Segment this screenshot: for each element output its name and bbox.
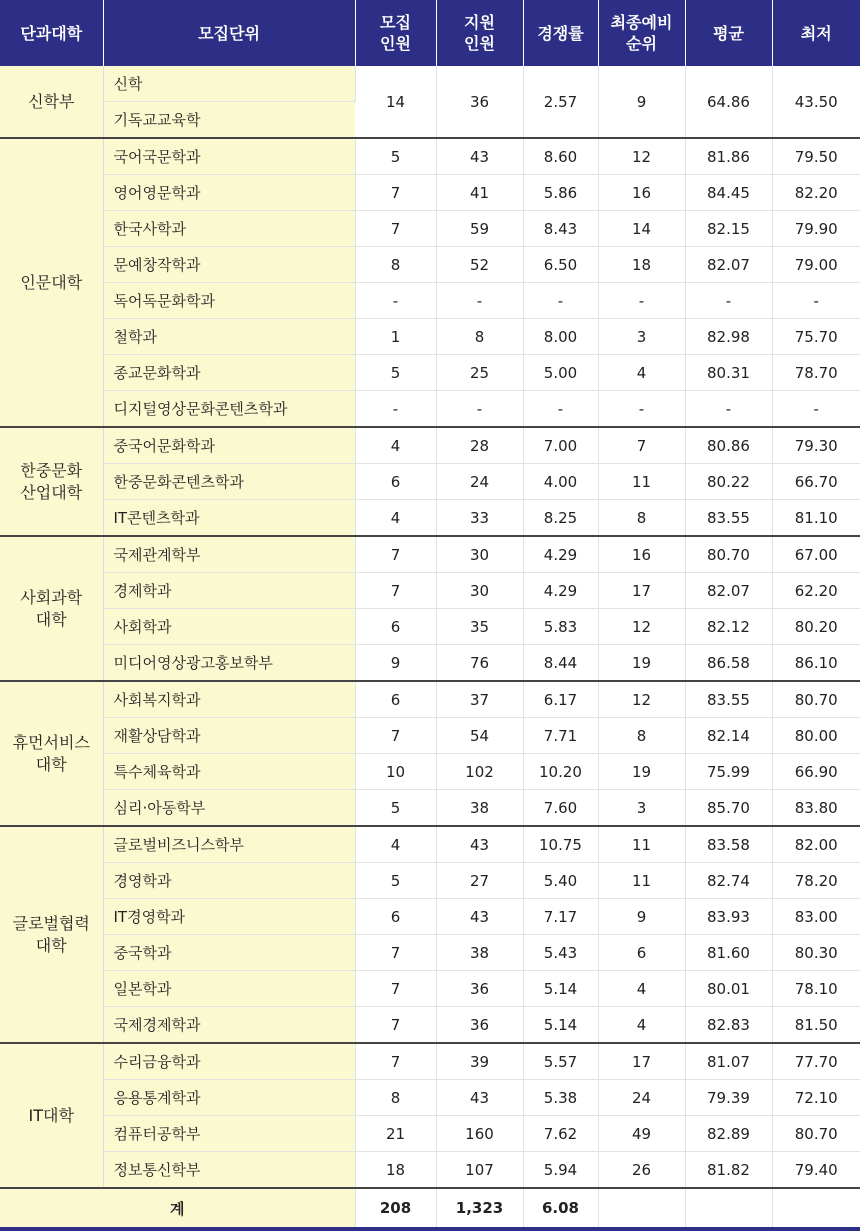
rank-cell: 14 [598, 211, 685, 247]
rank-cell: 6 [598, 935, 685, 971]
minimum-cell: 66.70 [772, 464, 860, 500]
quota-cell: 14 [355, 66, 436, 138]
college-name: 대학 [35, 609, 67, 629]
total-average-cell [685, 1188, 772, 1229]
applicants-cell: 25 [436, 355, 523, 391]
header-label-line1: 평균 [713, 23, 744, 43]
minimum-cell: 82.00 [772, 826, 860, 863]
college-name-cell [0, 138, 103, 427]
average-cell: 83.55 [685, 500, 772, 537]
department-cell: 독어독문화학과 [103, 283, 355, 319]
header-label-line1: 경쟁률 [537, 23, 584, 43]
applicants-cell: 30 [436, 573, 523, 609]
college-name: 휴먼서비스 [12, 732, 90, 752]
minimum-cell: 83.80 [772, 790, 860, 827]
quota-cell: 6 [355, 681, 436, 718]
minimum-cell: - [772, 283, 860, 319]
average-cell: 86.58 [685, 645, 772, 682]
department-cell: 정보통신학부 [103, 1152, 355, 1189]
ratio-cell: 8.00 [523, 319, 598, 355]
rank-cell: 16 [598, 536, 685, 573]
table-row [0, 826, 860, 863]
rank-cell: 8 [598, 718, 685, 754]
rank-cell: 26 [598, 1152, 685, 1189]
department-cell: 철학과 [103, 319, 355, 355]
header-final-waitlist-rank [598, 0, 685, 66]
ratio-cell: 5.40 [523, 863, 598, 899]
minimum-cell: 66.90 [772, 754, 860, 790]
average-cell: 85.70 [685, 790, 772, 827]
quota-cell: 7 [355, 175, 436, 211]
department-cell: 국어국문학과 [103, 138, 355, 175]
table-row [0, 609, 860, 645]
table-row [0, 1043, 860, 1080]
header-row [0, 0, 860, 66]
ratio-cell: 5.38 [523, 1080, 598, 1116]
total-ratio-cell: 6.08 [523, 1188, 598, 1229]
ratio-cell: 7.62 [523, 1116, 598, 1152]
ratio-cell: 10.75 [523, 826, 598, 863]
minimum-cell: 75.70 [772, 319, 860, 355]
minimum-cell: 79.50 [772, 138, 860, 175]
header-minimum-score [772, 0, 860, 66]
department-cell: 경제학과 [103, 573, 355, 609]
quota-cell: 7 [355, 935, 436, 971]
table-row [0, 319, 860, 355]
table-body [0, 66, 860, 1229]
rank-cell: 9 [598, 66, 685, 138]
average-cell: 82.14 [685, 718, 772, 754]
average-cell: 82.83 [685, 1007, 772, 1044]
ratio-cell: 7.60 [523, 790, 598, 827]
table-row [0, 1007, 860, 1044]
table-row [0, 899, 860, 935]
minimum-cell: 67.00 [772, 536, 860, 573]
minimum-cell: 77.70 [772, 1043, 860, 1080]
department-cell: 글로벌비즈니스학부 [103, 826, 355, 863]
minimum-cell: 78.20 [772, 863, 860, 899]
department-cell: 경영학과 [103, 863, 355, 899]
applicants-cell: 28 [436, 427, 523, 464]
college-name-cell [0, 681, 103, 826]
quota-cell: - [355, 283, 436, 319]
ratio-cell: 5.57 [523, 1043, 598, 1080]
minimum-cell: 80.00 [772, 718, 860, 754]
quota-cell: 21 [355, 1116, 436, 1152]
rank-cell: 17 [598, 573, 685, 609]
minimum-cell: - [772, 391, 860, 428]
table-row [0, 536, 860, 573]
quota-cell: - [355, 391, 436, 428]
department-cell: 국제경제학과 [103, 1007, 355, 1044]
rank-cell: 4 [598, 1007, 685, 1044]
table-row [0, 355, 860, 391]
applicants-cell: 8 [436, 319, 523, 355]
applicants-cell: 24 [436, 464, 523, 500]
department-cell: 한중문화콘텐츠학과 [103, 464, 355, 500]
ratio-cell: 5.86 [523, 175, 598, 211]
quota-cell: 8 [355, 1080, 436, 1116]
average-cell: 81.82 [685, 1152, 772, 1189]
rank-cell: 11 [598, 464, 685, 500]
minimum-cell: 43.50 [772, 66, 860, 138]
table-row [0, 790, 860, 827]
applicants-cell: 52 [436, 247, 523, 283]
total-applicants-cell: 1,323 [436, 1188, 523, 1229]
applicants-cell: 36 [436, 1007, 523, 1044]
rank-cell: - [598, 391, 685, 428]
college-name-cell [0, 826, 103, 1043]
quota-cell: 7 [355, 718, 436, 754]
rank-cell: 4 [598, 971, 685, 1007]
header-label-line2: 인원 [380, 34, 411, 53]
department-cell: 사회복지학과 [103, 681, 355, 718]
quota-cell: 6 [355, 899, 436, 935]
department-cell: 영어영문학과 [103, 175, 355, 211]
table-row [0, 573, 860, 609]
college-name: 대학 [35, 935, 67, 955]
average-cell: 64.86 [685, 66, 772, 138]
applicants-cell: 41 [436, 175, 523, 211]
total-minimum-cell [772, 1188, 860, 1229]
applicants-cell: 107 [436, 1152, 523, 1189]
department-cell: 중국학과 [103, 935, 355, 971]
department-cell: IT경영학과 [103, 899, 355, 935]
ratio-cell: 5.14 [523, 1007, 598, 1044]
rank-cell: 49 [598, 1116, 685, 1152]
department-cell: 종교문화학과 [103, 355, 355, 391]
ratio-cell: 8.25 [523, 500, 598, 537]
average-cell: 83.93 [685, 899, 772, 935]
rank-cell: 18 [598, 247, 685, 283]
department-cell: 컴퓨터공학부 [103, 1116, 355, 1152]
applicants-cell: 33 [436, 500, 523, 537]
average-cell: 83.55 [685, 681, 772, 718]
department-cell: 재활상담학과 [103, 718, 355, 754]
quota-cell: 7 [355, 211, 436, 247]
applicants-cell: 35 [436, 609, 523, 645]
applicants-cell: - [436, 283, 523, 319]
college-name: 인문대학 [20, 272, 83, 292]
quota-cell: 10 [355, 754, 436, 790]
average-cell: 82.74 [685, 863, 772, 899]
header-quota [355, 0, 436, 66]
college-name: 신학부 [28, 91, 75, 111]
applicants-cell: 102 [436, 754, 523, 790]
ratio-cell: 7.71 [523, 718, 598, 754]
ratio-cell: 8.60 [523, 138, 598, 175]
header-label-line1: 지원 [464, 13, 495, 32]
average-cell: 83.58 [685, 826, 772, 863]
department-cell: 사회학과 [103, 609, 355, 645]
ratio-cell: 10.20 [523, 754, 598, 790]
header-college [0, 0, 103, 66]
average-cell: 80.01 [685, 971, 772, 1007]
ratio-cell: 5.94 [523, 1152, 598, 1189]
department-cell: 미디어영상광고홍보학부 [103, 645, 355, 682]
minimum-cell: 80.30 [772, 935, 860, 971]
college-name-cell [0, 66, 103, 138]
department-cell: IT콘텐츠학과 [103, 500, 355, 537]
quota-cell: 6 [355, 609, 436, 645]
rank-cell: 3 [598, 319, 685, 355]
college-name: 글로벌협력 [12, 913, 90, 933]
college-name: 산업대학 [20, 482, 83, 502]
average-cell: 82.98 [685, 319, 772, 355]
table-row [0, 247, 860, 283]
header-competition-ratio [523, 0, 598, 66]
ratio-cell: 6.50 [523, 247, 598, 283]
total-rank-cell [598, 1188, 685, 1229]
rank-cell: 12 [598, 681, 685, 718]
applicants-cell: 76 [436, 645, 523, 682]
applicants-cell: 59 [436, 211, 523, 247]
college-name: 사회과학 [20, 587, 83, 607]
table-row [0, 645, 860, 682]
department-cell: 문예창작학과 [103, 247, 355, 283]
college-name-cell [0, 427, 103, 536]
minimum-cell: 83.00 [772, 899, 860, 935]
table-row [0, 935, 860, 971]
quota-cell: 5 [355, 863, 436, 899]
minimum-cell: 79.40 [772, 1152, 860, 1189]
average-cell: 80.31 [685, 355, 772, 391]
department-cell: 기독교교육학 [103, 102, 355, 139]
rank-cell: 12 [598, 609, 685, 645]
quota-cell: 4 [355, 500, 436, 537]
total-row [0, 1188, 860, 1229]
quota-cell: 7 [355, 971, 436, 1007]
department-cell: 응용통계학과 [103, 1080, 355, 1116]
header-label-line1: 모집단위 [198, 23, 260, 43]
minimum-cell: 62.20 [772, 573, 860, 609]
table-row [0, 175, 860, 211]
quota-cell: 18 [355, 1152, 436, 1189]
college-name: IT대학 [28, 1105, 74, 1125]
college-name: 대학 [35, 754, 67, 774]
rank-cell: 3 [598, 790, 685, 827]
header-department [103, 0, 355, 66]
ratio-cell: 7.17 [523, 899, 598, 935]
ratio-cell: 2.57 [523, 66, 598, 138]
total-label: 계 [0, 1188, 355, 1229]
header-label-line1: 모집 [380, 13, 411, 32]
rank-cell: 8 [598, 500, 685, 537]
table-row [0, 138, 860, 175]
average-cell: 79.39 [685, 1080, 772, 1116]
ratio-cell: 4.29 [523, 536, 598, 573]
ratio-cell: 5.43 [523, 935, 598, 971]
average-cell: 82.07 [685, 247, 772, 283]
ratio-cell: - [523, 283, 598, 319]
ratio-cell: 7.00 [523, 427, 598, 464]
quota-cell: 7 [355, 1007, 436, 1044]
quota-cell: 4 [355, 826, 436, 863]
department-cell: 중국어문화학과 [103, 427, 355, 464]
average-cell: - [685, 391, 772, 428]
rank-cell: 17 [598, 1043, 685, 1080]
average-cell: 80.22 [685, 464, 772, 500]
table-row [0, 1152, 860, 1189]
minimum-cell: 78.70 [772, 355, 860, 391]
rank-cell: 24 [598, 1080, 685, 1116]
minimum-cell: 80.20 [772, 609, 860, 645]
quota-cell: 7 [355, 536, 436, 573]
department-cell: 디지털영상문화콘텐츠학과 [103, 391, 355, 428]
rank-cell: 11 [598, 863, 685, 899]
applicants-cell: 36 [436, 971, 523, 1007]
ratio-cell: 5.83 [523, 609, 598, 645]
table-row [0, 500, 860, 537]
quota-cell: 5 [355, 790, 436, 827]
applicants-cell: 43 [436, 826, 523, 863]
total-quota-cell: 208 [355, 1188, 436, 1229]
rank-cell: 19 [598, 754, 685, 790]
ratio-cell: 5.00 [523, 355, 598, 391]
applicants-cell: 54 [436, 718, 523, 754]
header-label-line1: 최저 [800, 23, 832, 43]
header-label-line2: 순위 [626, 34, 657, 53]
quota-cell: 7 [355, 573, 436, 609]
applicants-cell: 160 [436, 1116, 523, 1152]
minimum-cell: 78.10 [772, 971, 860, 1007]
table-row [0, 66, 860, 102]
average-cell: 81.07 [685, 1043, 772, 1080]
table-row [0, 283, 860, 319]
average-cell: - [685, 283, 772, 319]
college-name-cell [0, 536, 103, 681]
department-cell: 한국사학과 [103, 211, 355, 247]
table-row [0, 863, 860, 899]
applicants-cell: 39 [436, 1043, 523, 1080]
department-cell: 신학 [103, 66, 355, 102]
minimum-cell: 82.20 [772, 175, 860, 211]
applicants-cell: - [436, 391, 523, 428]
rank-cell: 11 [598, 826, 685, 863]
college-name-cell [0, 1043, 103, 1188]
rank-cell: 12 [598, 138, 685, 175]
quota-cell: 6 [355, 464, 436, 500]
average-cell: 75.99 [685, 754, 772, 790]
table-row [0, 718, 860, 754]
header-label-line2: 인원 [464, 34, 495, 53]
applicants-cell: 38 [436, 790, 523, 827]
quota-cell: 7 [355, 1043, 436, 1080]
minimum-cell: 81.10 [772, 500, 860, 537]
minimum-cell: 79.30 [772, 427, 860, 464]
minimum-cell: 81.50 [772, 1007, 860, 1044]
quota-cell: 8 [355, 247, 436, 283]
average-cell: 82.15 [685, 211, 772, 247]
average-cell: 84.45 [685, 175, 772, 211]
applicants-cell: 30 [436, 536, 523, 573]
average-cell: 80.86 [685, 427, 772, 464]
department-cell: 특수체육학과 [103, 754, 355, 790]
ratio-cell: - [523, 391, 598, 428]
table-row [0, 1080, 860, 1116]
rank-cell: 19 [598, 645, 685, 682]
table-row [0, 211, 860, 247]
applicants-cell: 43 [436, 1080, 523, 1116]
header-label-line1: 최종예비 [610, 13, 673, 32]
table-row [0, 754, 860, 790]
rank-cell: - [598, 283, 685, 319]
table-row [0, 971, 860, 1007]
average-cell: 82.07 [685, 573, 772, 609]
header-applicants [436, 0, 523, 66]
applicants-cell: 43 [436, 899, 523, 935]
rank-cell: 7 [598, 427, 685, 464]
average-cell: 81.86 [685, 138, 772, 175]
department-cell: 심리·아동학부 [103, 790, 355, 827]
minimum-cell: 86.10 [772, 645, 860, 682]
table-row [0, 427, 860, 464]
minimum-cell: 80.70 [772, 681, 860, 718]
quota-cell: 5 [355, 355, 436, 391]
department-cell: 일본학과 [103, 971, 355, 1007]
ratio-cell: 6.17 [523, 681, 598, 718]
rank-cell: 9 [598, 899, 685, 935]
header-label-line1: 단과대학 [20, 23, 83, 43]
ratio-cell: 4.29 [523, 573, 598, 609]
minimum-cell: 80.70 [772, 1116, 860, 1152]
rank-cell: 16 [598, 175, 685, 211]
table-row [0, 464, 860, 500]
applicants-cell: 38 [436, 935, 523, 971]
ratio-cell: 4.00 [523, 464, 598, 500]
rank-cell: 4 [598, 355, 685, 391]
department-cell: 수리금융학과 [103, 1043, 355, 1080]
header-average-score [685, 0, 772, 66]
department-cell: 국제관계학부 [103, 536, 355, 573]
minimum-cell: 72.10 [772, 1080, 860, 1116]
average-cell: 81.60 [685, 935, 772, 971]
quota-cell: 4 [355, 427, 436, 464]
average-cell: 82.89 [685, 1116, 772, 1152]
applicants-cell: 36 [436, 66, 523, 138]
average-cell: 80.70 [685, 536, 772, 573]
quota-cell: 9 [355, 645, 436, 682]
ratio-cell: 8.43 [523, 211, 598, 247]
table-row [0, 391, 860, 428]
applicants-cell: 37 [436, 681, 523, 718]
ratio-cell: 8.44 [523, 645, 598, 682]
quota-cell: 1 [355, 319, 436, 355]
average-cell: 82.12 [685, 609, 772, 645]
table-row [0, 1116, 860, 1152]
quota-cell: 5 [355, 138, 436, 175]
ratio-cell: 5.14 [523, 971, 598, 1007]
applicants-cell: 27 [436, 863, 523, 899]
college-name: 한중문화 [20, 460, 83, 480]
minimum-cell: 79.90 [772, 211, 860, 247]
table-row [0, 681, 860, 718]
minimum-cell: 79.00 [772, 247, 860, 283]
applicants-cell: 43 [436, 138, 523, 175]
